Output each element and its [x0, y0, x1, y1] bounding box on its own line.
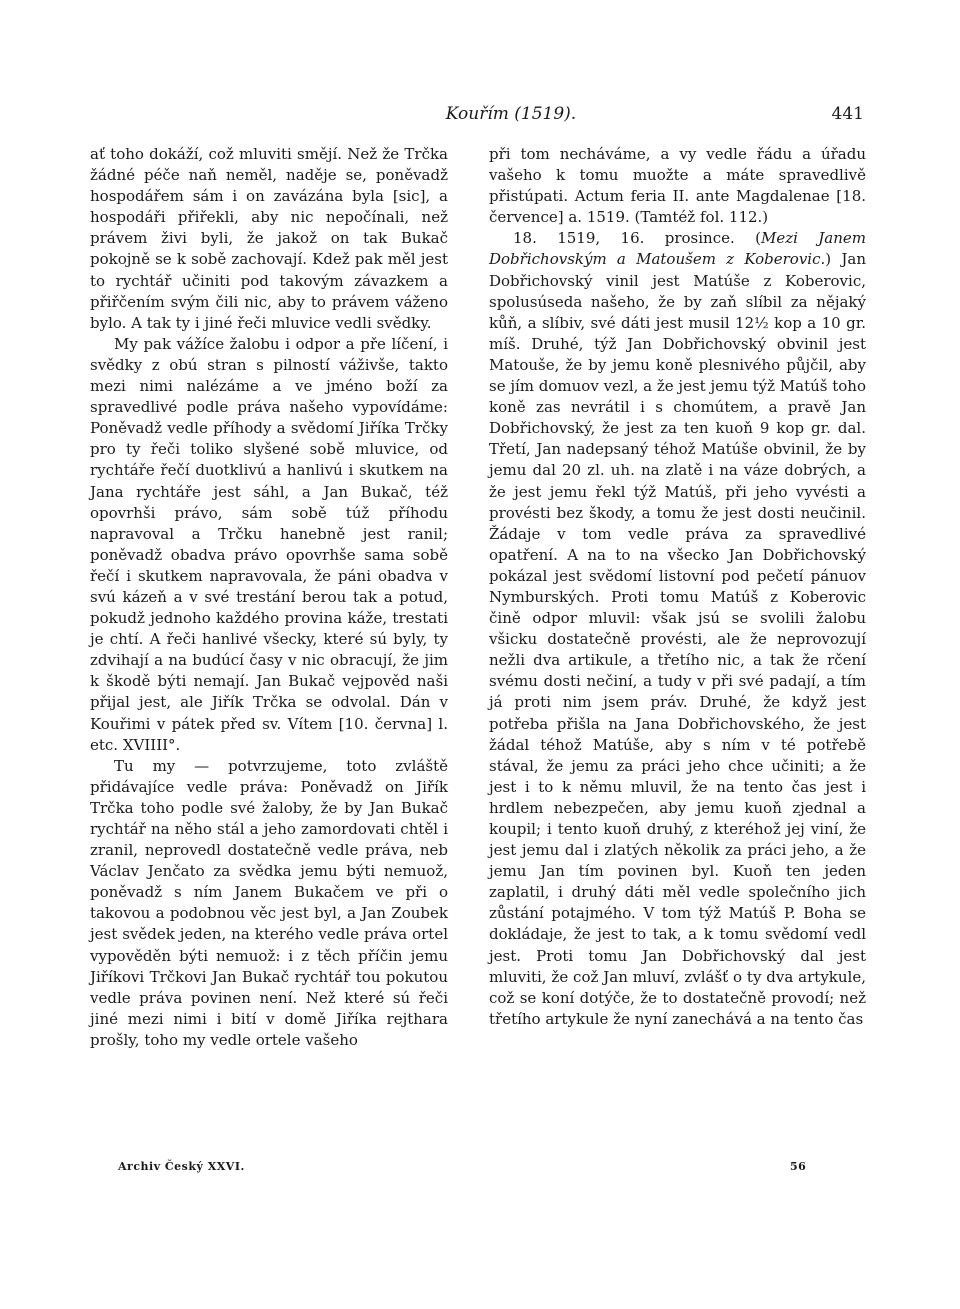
- paragraph: My pak vážíce žalobu i odpor a pře líčení, i svědky z obú stran s pilností váživše, takto mezi nimi nalézáme a ve jméno boží za spravedlivé podle práva našeho vypovídáme: Poněvadž vedle příhody a svědomí Jiříka Trčky pro ty řeči toliko slyšené sobě mluvice, od rychtáře řečí duotklivú a hanlivú i skutkem na Jana rychtáře jest sáhl, a Jan Bukač, též opovrhši právo, sám sobě túž příhodu napravoval a Trčku hanebně jest ranil; poněvadž obadva právo opovrhše sama sobě řečí i skutkem napravovala, že páni obadva v svú kázeň a v své trestání berou tak a potud, pokudž jednoho každého provina káže, trestati je chtí. A řeči hanlivé všecky, které sú byly, ty zdvihají a na budúcí časy v nic obracují, že jim k škodě býti nemají. Jan Bukač vejpověd naši přijal jest, ale Jiřík Trčka se odvolal. Dán v Kouřimi v pátek před sv. Vítem [10. června] l. etc. XVIIII°.: [90, 334, 448, 754]
- paragraph: Tu my — potvrzujeme, toto zvláště přidávajíce vedle práva: Poněvadž on Jiřík Trčka toho podle své žaloby, že by Jan Bukač rychtář na něho stál a jeho zamordovati chtěl i zranil, neprovedl dostatečně vedle práva, neb Václav Jenčato za svědka jemu býti nemuož, poněvadž s ním Janem Bukačem ve při o takovou a podobnou věc jest byl, a Jan Zoubek jest svědek jeden, na kterého vedle práva ortel vypověděn býti nemuož: i z těch příčin jemu Jiříkovi Trčkovi Jan Bukač rychtář tou pokutou vedle práva povinen není. Než které sú řeči jiné mezi nimi i bití v domě Jiříka rejthara prošly, toho my vedle ortele vašeho: [90, 756, 448, 1049]
- paragraph: ať toho dokáží, což mluviti smějí. Než že Trčka žádné péče naň neměl, naděje se, poněvadž hospodářem sám i on zavázána byla [sic], a hospodáři přiřekli, aby nic nepočínali, než právem živi byli, že jakož on tak Bukač pokojně se k sobě zachovají. Kdež pak měl jest to rychtář učiniti pod takovým závazkem a přiřčením svým čili nic, aby to právem váženo bylo. A tak ty i jiné řeči mluvice vedli svědky.: [90, 145, 448, 332]
- paragraph: při tom necháváme, a vy vedle řádu a úřadu vašeho k tomu muožte a máte spravedlivě přistúpati. Actum feria II. ante Magdalenae [18. července] a. 1519. (Tamtéž fol. 112.): [489, 145, 866, 227]
- page-number: 441: [831, 104, 864, 124]
- entry-heading: 18. 1519, 16. prosince. (: [513, 229, 761, 248]
- entry-body: ) Jan Dobřichovský vinil jest Matúše z Koberovic, spolusúseda našeho, že by zaň slíbil za nějaký kůň, a slíbiv, své dáti jest musil 12½ kop a 10 gr. míš. Druhé, týž Jan Dobřichovský obvinil jest Matouše, že by jemu koně plesnivého půjčil, aby se jím domuov vezl, a že jest jemu týž Matúš toho koně zas nevrátil i s chomútem, a pravě Jan Dobřichovský, že jest za ten kuoň 9 kop gr. dal. Třetí, Jan nadepsaný téhož Matúše obvinil, že by jemu dal 20 zl. uh. na zlatě i na váze dobrých, a že jest jemu řekl týž Matúš, při jeho vyvésti a provésti bez škody, a tomu že jest dosti neučinil. Žádaje v tom vedle práva za spravedlivé opatření. A na to na všecko Jan Dobřichovský pokázal jest svědomí listovní pod pečetí pánuov Nymburských. Proti tomu Matúš z Koberovic čině odpor mluvil: však jsú se svolili žalobu všicku dostatečně provésti, ale že neprovozují nežli dva artikule, a třetího nic, a tak že rčení svému dosti nečiní, a tudy v při své padají, a tím já proti nim jsem práv. Druhé, že když jest potřeba přišla na Jana Dobřichovského, že jest žádal téhož Matúše, aby s ním v té potřebě stával, že jemu za práci jeho chce učiniti; a že jest i to k němu mluvil, že na tento čas jest i hrdlem nebezpečen, aby jemu kuoň zjednal a koupil; i tento kuoň druhý, z kteréhož jej viní, že jest jemu dal i zlatých několik za práci jeho, a že jemu Jan tím povinen byl. Kuoň ten jeden zaplatil, i druhý dáti měl vedle společního jich zůstání potajmého. V tom týž Matúš P. Boha se dokládaje, že jest to tak, a k tomu svědomí vedl jest. Proti tomu Jan Dobřichovský dal jest mluviti, že což Jan mluví, zvlášť o ty dva artykule, což se koní dotýče, že to dostatečně provodí; než třetího artykule že nyní zanechává a na tento čas: [489, 250, 866, 1028]
- right-column: [489, 144, 866, 1030]
- running-head: Kouřím (1519).: [445, 104, 577, 124]
- left-column: [90, 144, 448, 1051]
- paragraph-entry-18: [489, 228, 866, 1030]
- signature-mark: Archiv Český XXVI.: [118, 1160, 245, 1173]
- entry-parties: Mezi Janem Dobřichovským a Matoušem z Koberovic.: [489, 229, 866, 269]
- gathering-number: 56: [790, 1160, 807, 1173]
